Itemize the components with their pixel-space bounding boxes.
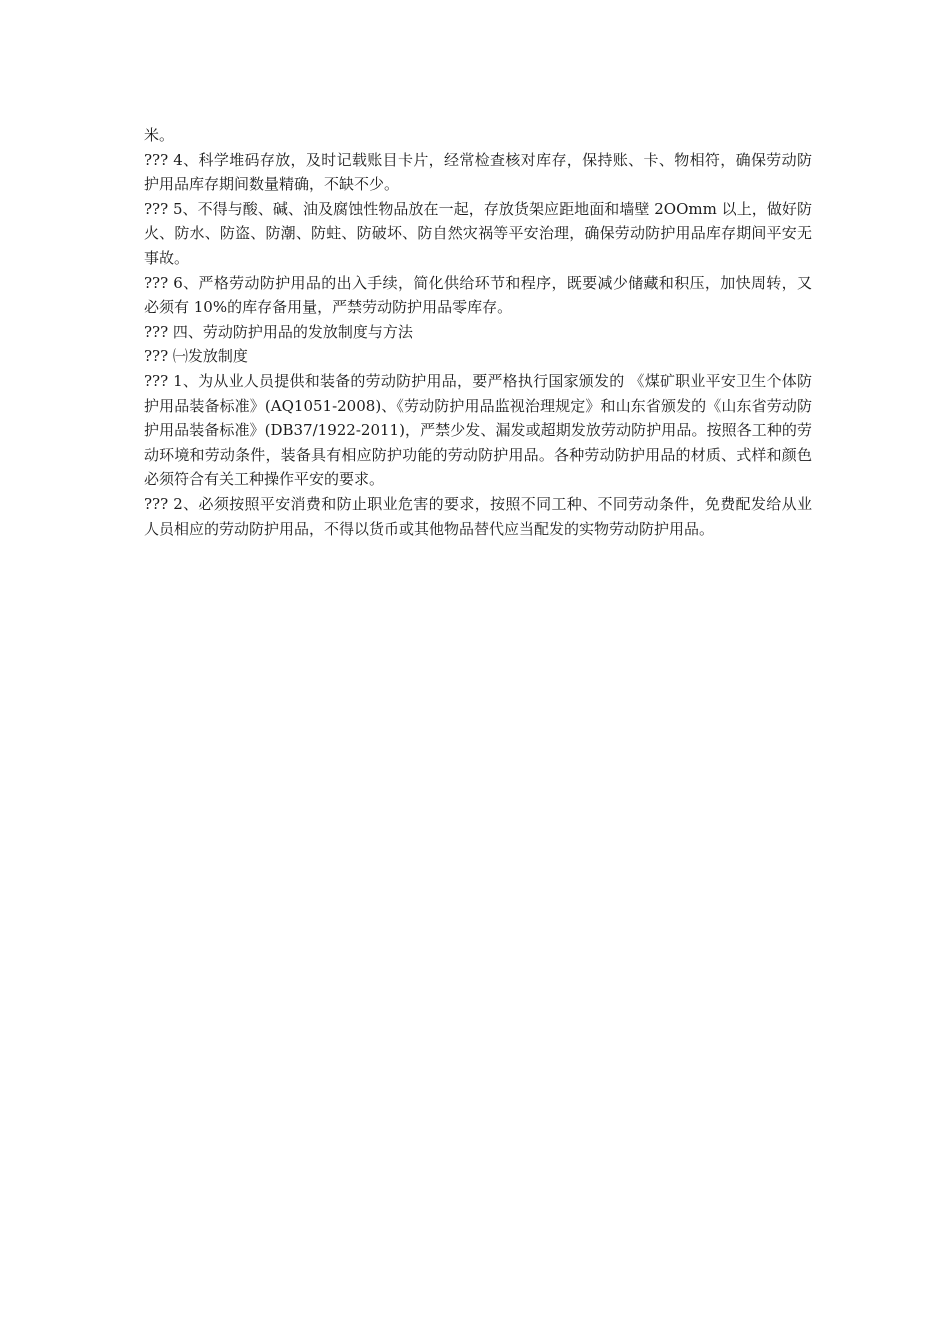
paragraph-item-4: ??? 4、科学堆码存放，及时记载账目卡片，经常检查核对库存，保持账、卡、物相符，确保劳动防护用品库存期间数量精确，不缺不少。 (144, 150, 812, 194)
subsection-heading-1: ??? ㈠发放制度 (144, 347, 248, 366)
paragraph-item-2: ??? 2、必须按照平安消费和防止职业危害的要求，按照不同工种、不同劳动条件，免费配发给从业人员相应的劳动防护用品，不得以货币或其他物品替代应当配发的实物劳动防护用品。 (144, 494, 812, 538)
section-heading-4: ??? 四、劳动防护用品的发放制度与方法 (144, 322, 413, 341)
paragraph-continuation: 米。 (144, 126, 175, 144)
paragraph-item-5: ??? 5、不得与酸、碱、油及腐蚀性物品放在一起，存放货架应距地面和墙壁 2OOmm 以上，做好防火、防水、防盗、防潮、防蛀、防破坏、防自然灾祸等平安治理，确保劳动防护用品库存期间平安无事故。 (144, 199, 812, 267)
document-body (144, 123, 812, 541)
paragraph-item-6: ??? 6、严格劳动防护用品的出入手续，简化供给环节和程序，既要减少储藏和积压，加快周转，又必须有 10%的库存备用量，严禁劳动防护用品零库存。 (144, 273, 812, 317)
paragraph-item-1: ??? 1、为从业人员提供和装备的劳动防护用品，要严格执行国家颁发的 《煤矿职业平安卫生个体防护用品装备标准》(AQ1051-2008)、《劳动防护用品监视治理规定》和山东省颁发的《山东省劳动防护用品装备标准》(DB37/1922-2011)，严禁少发、漏发或超期发放劳动防护用品。按照各工种的劳动环境和劳动条件，装备具有相应防护功能的劳动防护用品。各种劳动防护用品的材质、式样和颜色必须符合有关工种操作平安的要求。 (144, 371, 812, 489)
